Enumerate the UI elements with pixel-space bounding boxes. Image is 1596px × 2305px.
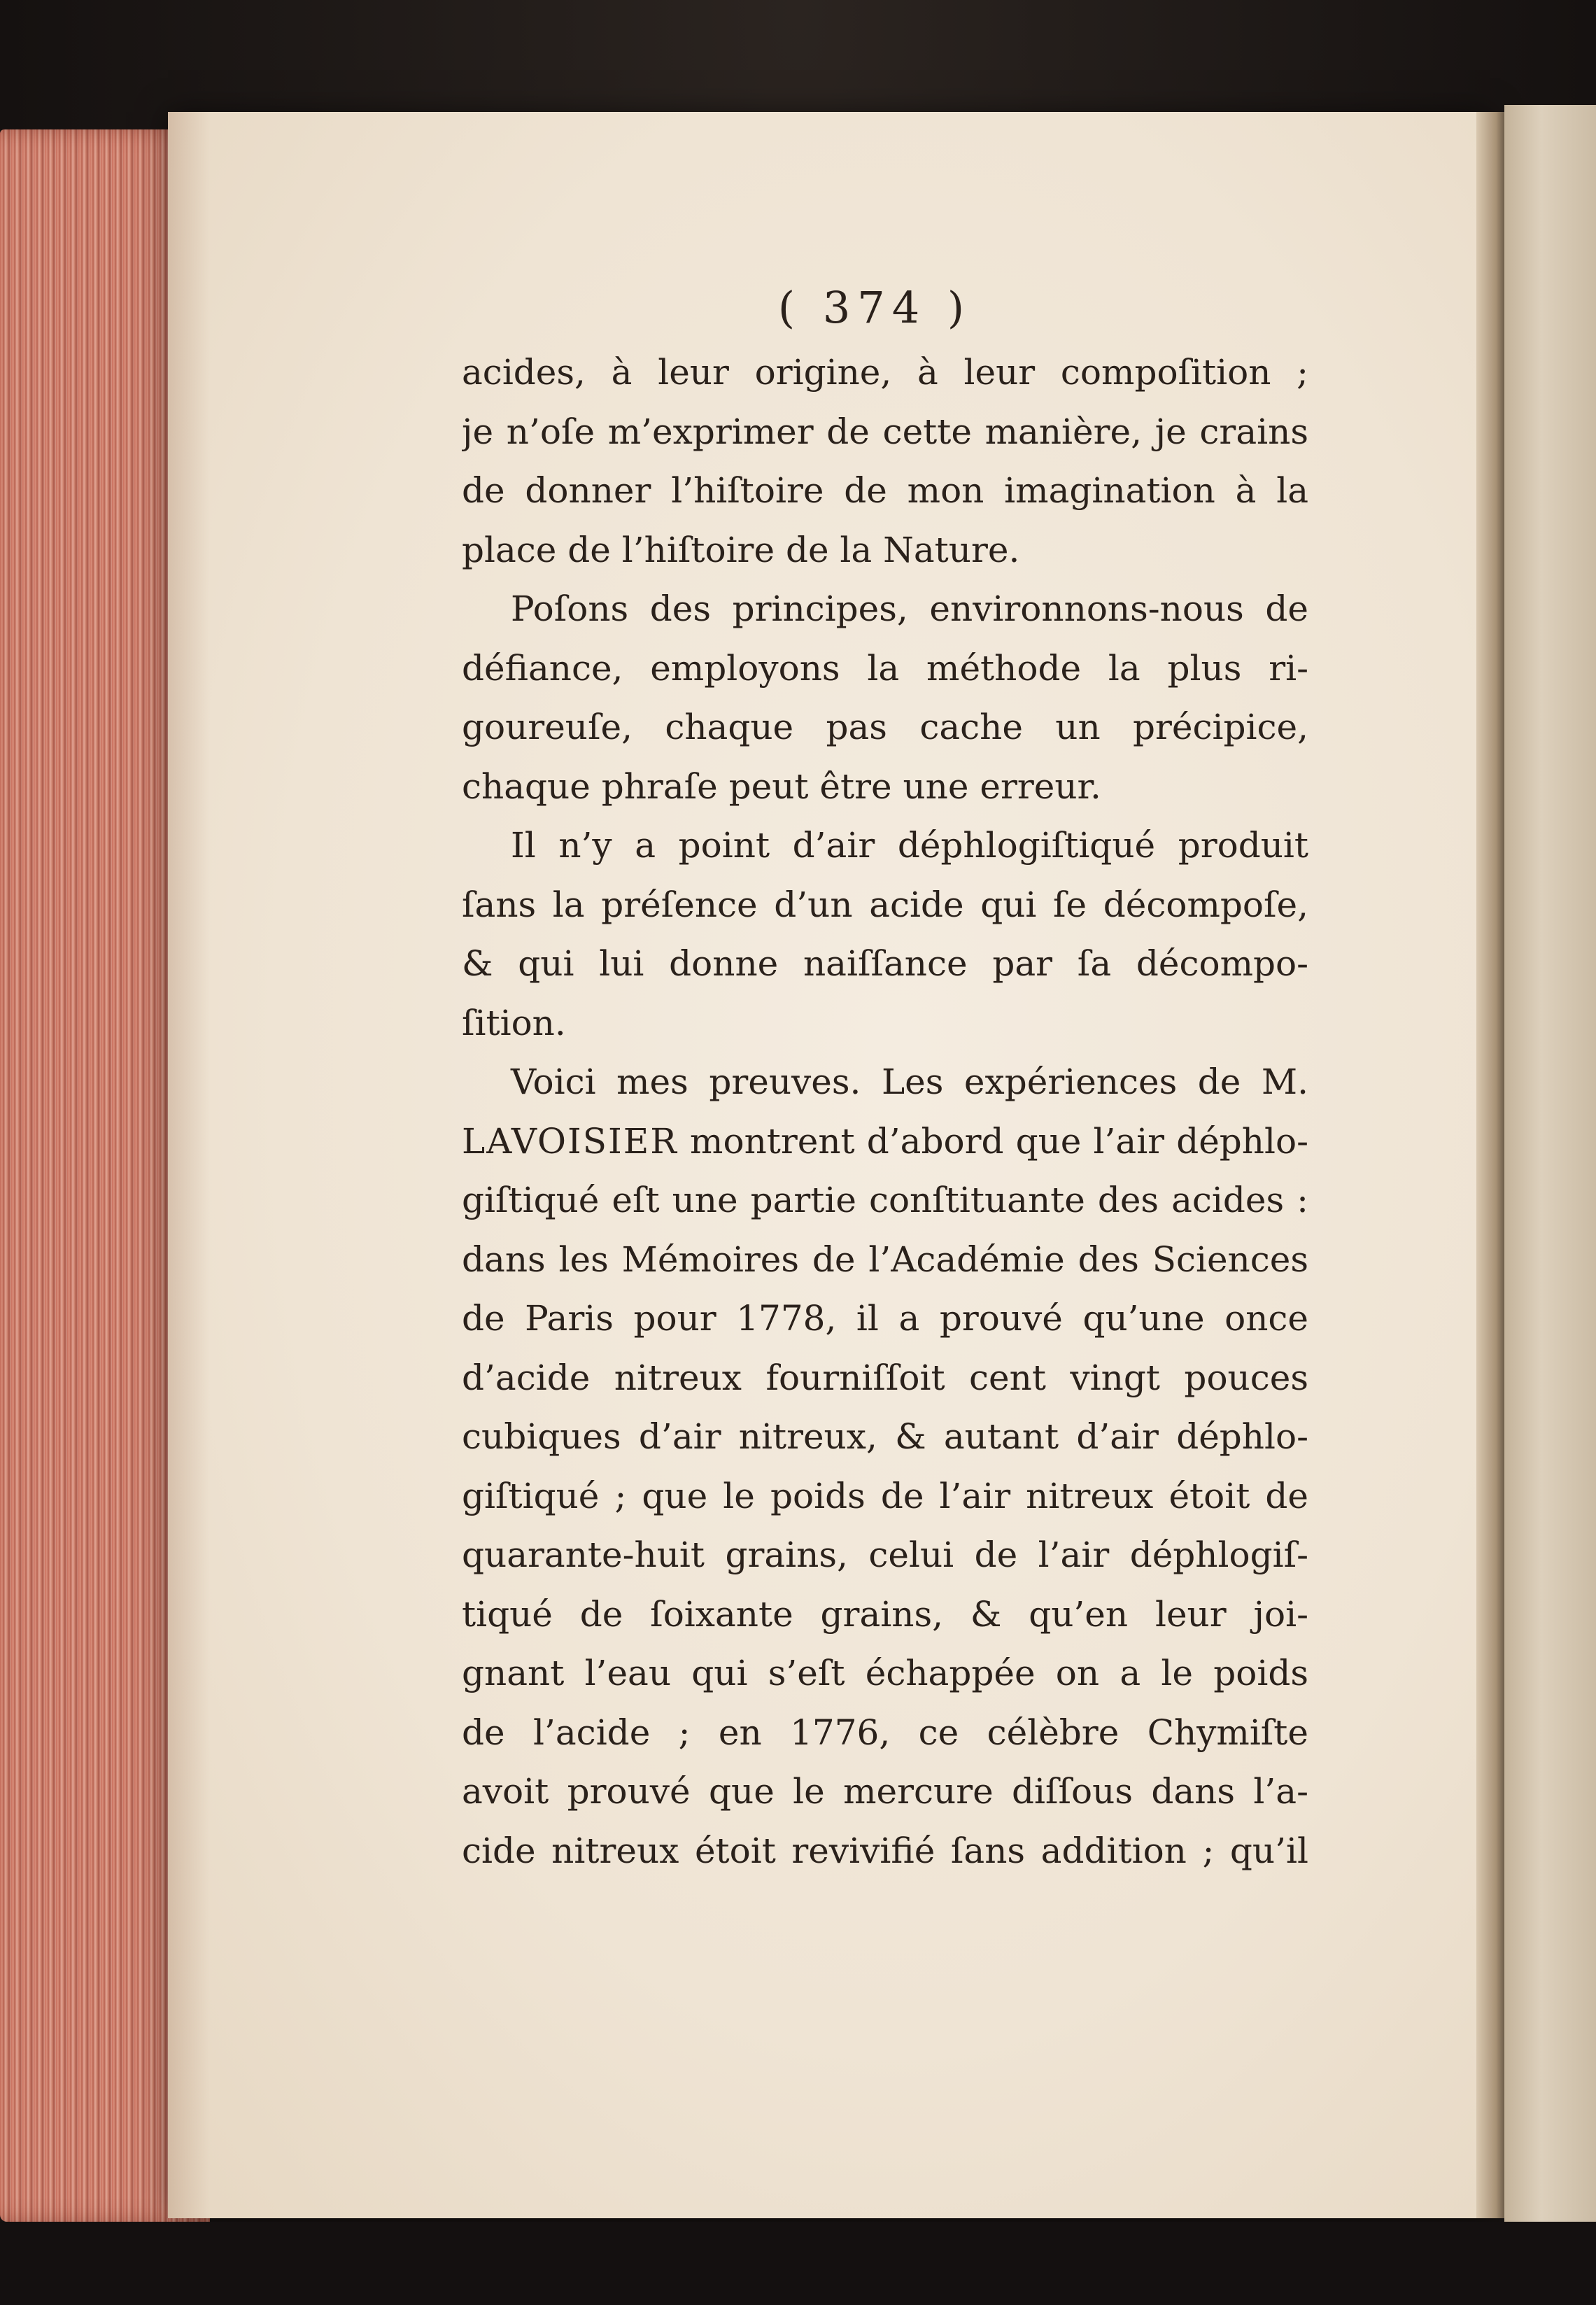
page-number: ( 374 ) [777, 282, 972, 333]
text-line: giſtiqué ; que le poids de l’air nitreux étoit de [462, 1475, 1308, 1516]
text-line: de Paris pour 1778, il a prouvé qu’une once [462, 1298, 1308, 1339]
text-line: acides, à leur origine, à leur compoſition ; [462, 352, 1308, 393]
text-line: Voici mes preuves. Les expériences de M. [511, 1062, 1308, 1102]
text-line: goureuſe, chaque pas cache un précipice, [462, 707, 1308, 747]
text-line: cubiques d’air nitreux, & autant d’air déphlo- [462, 1416, 1308, 1457]
text-line: quarante-huit grains, celui de l’air déphlogiſ- [462, 1535, 1308, 1575]
text-line: gnant l’eau qui s’eſt échappée on a le poids [462, 1653, 1308, 1693]
author-name: LAVOISIER [462, 1120, 678, 1162]
text-line: d’acide nitreux fourniſſoit cent vingt pouces [462, 1357, 1308, 1398]
text-line: tiqué de ſoixante grains, & qu’en leur joi- [462, 1593, 1308, 1635]
background-bottom [0, 2222, 1596, 2305]
text-line: cide nitreux étoit revivifié ſans addition ; qu’il [462, 1830, 1308, 1871]
text-line: & qui lui donne naiſſance par ſa décompo- [462, 943, 1308, 984]
body-text [462, 343, 1308, 1880]
text-line: dans les Mémoires de l’Académie des Sciences [462, 1239, 1308, 1280]
text-line: chaque phraſe peut être une erreur. [462, 766, 1101, 807]
text-line: ſition. [462, 1002, 566, 1043]
text-line: LAVOISIER montrent d’abord que l’air déphlo- [462, 1120, 1308, 1162]
text-line: ſans la préſence d’un acide qui ſe décompoſe, [462, 884, 1308, 925]
text-line: défiance, employons la méthode la plus ri- [462, 647, 1308, 689]
text-line: Poſons des principes, environnons-nous de [511, 588, 1308, 629]
text-line: avoit prouvé que le mercure diſſous dans l’a- [462, 1771, 1308, 1812]
text-line: de donner l’hiſtoire de mon imagination à la [462, 470, 1308, 511]
text-line: je n’oſe m’exprimer de cette manière, je crains [462, 411, 1308, 452]
text-line: Il n’y a point d’air déphlogiſtiqué produit [511, 825, 1308, 866]
gutter-shadow [1476, 112, 1504, 2218]
text-line: place de l’hiſtoire de la Nature. [462, 529, 1020, 570]
adjacent-page-edge [1504, 105, 1596, 2232]
text-line: de l’acide ; en 1776, ce célèbre Chymiſte [462, 1712, 1308, 1753]
text-line: giſtiqué eſt une partie conſtituante des acides : [462, 1180, 1308, 1220]
